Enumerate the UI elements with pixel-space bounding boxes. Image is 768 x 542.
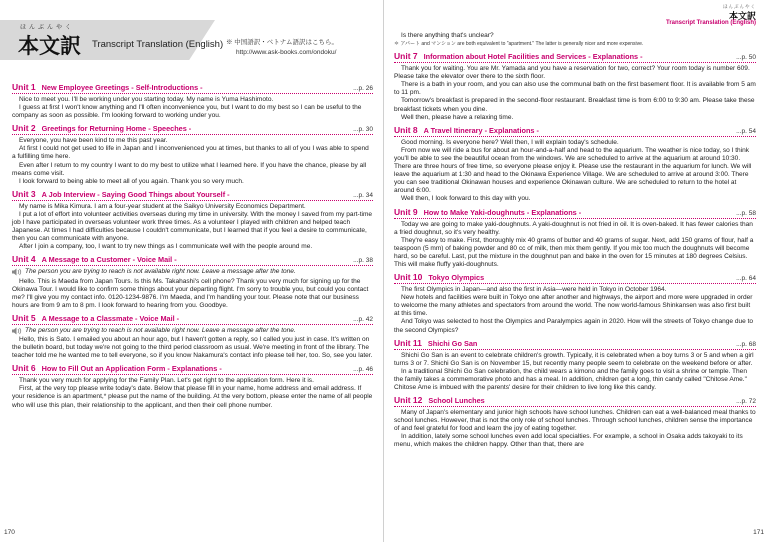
paragraph: First, at the very top please write today's date. Below that please fill in your name, home address and email address. If your residence is an apartment,* please put the name of the building. At the very bottom, please enter the name of all people who will use this plan, their relationship to the applicant, and then their cell phone number. (12, 385, 373, 409)
unit-page-ref: ...p. 42 (353, 315, 373, 323)
paragraph: Thank you for waiting. You are Mr. Yamada and you have a reservation for two, correct? Your room today is number 609. Please take the elevator over there to the sixth floor. (394, 65, 750, 81)
unit-page-ref: ...p. 46 (353, 366, 373, 374)
unit-section (394, 272, 756, 335)
unit-title: How to Make Yaki-doughnuts - Explanations - (423, 207, 582, 217)
left-units (12, 74, 373, 410)
unit-title: A Message to a Classmate - Voice Mail - (41, 313, 180, 323)
unit-header (394, 272, 756, 284)
unit-header (394, 51, 756, 63)
unit-label: Unit 5 (12, 312, 36, 323)
voicemail-text: The person you are trying to reach is not available right now. Leave a message after the tone. (25, 326, 296, 334)
unit-title: A Message to a Customer - Voice Mail - (41, 255, 177, 265)
unit-label: Unit 8 (394, 124, 418, 135)
page-number: 170 (4, 529, 15, 536)
unit-title: Greetings for Returning Home - Speeches - (41, 124, 192, 134)
paragraph: After I join a company, too, I want to try new things as I communicate well with the people around me. (19, 243, 313, 251)
unit-section (394, 338, 756, 392)
unit-page-ref: ...p. 26 (353, 85, 373, 92)
translation-url[interactable]: http://www.ask-books.com/ondoku/ (236, 49, 337, 56)
voicemail-text: The person you are trying to reach is not available right now. Leave a message after the tone. (25, 268, 296, 276)
unit-title: Shichi Go San (427, 338, 478, 348)
unit-section (12, 313, 373, 360)
unit-page-ref: ...p. 54 (736, 127, 756, 135)
unit-label: Unit 6 (12, 363, 36, 374)
unit-title: Information about Hotel Facilities and Services - Explanations - (423, 52, 643, 62)
unit-section (12, 82, 373, 120)
page-subtitle: Transcript Translation (English) (92, 39, 224, 50)
unit-label: Unit 10 (394, 272, 423, 283)
paragraph: Shichi Go San is an event to celebrate children's growth. Typically, it is celebrated when a boy turns 3 or 5 and when a girl turns 3 or 7. Shichi Go San is on November 15, but recently many people seem to celebrate on the weekend before or after. (394, 351, 754, 367)
header-note (226, 38, 338, 58)
paragraph: Thank you very much for applying for the Family Plan. Let's get right to the application form. Here it is. (19, 377, 314, 385)
paragraph: Well then, I look forward to this day with you. (401, 195, 531, 203)
paragraph: Today we are going to make yaki-doughnuts. A yaki-doughnut is not fried in oil. It is oven-baked. It has fewer calories than a fried doughnut, so it's very healthy. (394, 220, 753, 236)
page-header (12, 0, 373, 74)
unit-page-ref: ...p. 68 (736, 340, 756, 348)
unit-title: New Employee Greetings - Self-Introductions - (41, 83, 203, 92)
right-units (394, 51, 756, 449)
right-body (394, 32, 756, 450)
header-ruby-right: ほんぶんやく (723, 4, 756, 9)
unit-header (394, 125, 756, 137)
unit-header (394, 395, 756, 407)
unit-section (394, 125, 756, 204)
paragraph: I guess at first I won't know anything and I'll often inconvenience you, but I want to do my best so I can be useful to the company as soon as possible. I'm looking forward to working under you. (12, 104, 362, 120)
paragraph: Even after I return to my country I want to do my best to utilize what I learned here. If you have the chance, please by all means come visit. (12, 161, 367, 177)
unit-section (394, 51, 756, 122)
paragraph: Many of Japan's elementary and junior high schools have school lunches. Children can eat a well-balanced meal thanks to school lunches. However, that is not the only role of school lunches. Through school lunches, children sense the importance of and feel grateful for food and learn the joy of eating together. (394, 409, 756, 433)
unit-label: Unit 12 (394, 395, 423, 406)
unit-page-ref: ...p. 64 (736, 275, 756, 283)
voicemail-prompt (12, 327, 373, 335)
paragraph: In a traditional Shichi Go San celebration, the child wears a kimono and the family goes to visit a shrine or temple. Then the family takes a commemorative photo and has a meal. In addition, children get a long, thin candy called "Chitose Ame." Chitose Ame is imbued with the parents' desire for their children to live long like this candy. (394, 367, 747, 391)
page-title-right: 本文訳 (728, 11, 756, 21)
paragraph: I look forward to being able to meet all of you again. Thank you so very much. (19, 177, 244, 185)
unit-section (12, 123, 373, 186)
unit-header (394, 338, 756, 350)
unit-header (12, 363, 373, 375)
paragraph: Hello, this is Sato. I emailed you about an hour ago, but I haven't gotten a reply, so I called you just in case. It's written on the bulletin board, but today we're not going to the third period classroom as usual. We're meeting in front of the library. The teacher told me he wanted me to tell everyone, so if you know Nakamura's contact info please tell her, too. So, see you later. (12, 335, 373, 360)
paragraph: New hotels and facilities were built in Tokyo one after another and highways, the airport and more were upgraded in order to welcome the many athletes and spectators from around the world. The now world-famous Shinkansen was also first built at this time. (394, 294, 753, 318)
unit-page-ref: ...p. 50 (736, 54, 756, 62)
unit-section (12, 189, 373, 252)
page-title: 本文訳 (18, 34, 81, 58)
unit-label: Unit 3 (12, 188, 36, 199)
paragraph: Everyone, you have been kind to me this past year. (19, 137, 168, 145)
paragraph: The first Olympics in Japan—and also the first in Asia—were held in Tokyo in October 1964. (401, 286, 667, 294)
unit-label: Unit 2 (12, 123, 36, 134)
paragraph: Nice to meet you. I'll be working under you starting today. My name is Yuma Hashimoto. (19, 96, 274, 103)
paragraph: Well then, please have a relaxing time. (401, 113, 514, 121)
page-number-right: 171 (753, 529, 764, 536)
paragraph: Good morning. Is everyone here? Well then, I will explain today's schedule. (401, 138, 619, 146)
unit-header (12, 254, 373, 266)
unit-label: Unit 9 (394, 206, 418, 217)
page-header-right (394, 0, 756, 32)
paragraph: They're easy to make. First, thoroughly mix 40 grams of butter and 40 grams of sugar. Next, add 150 grams of flour, half a teaspoon (5 mm) of baking powder and 80 cc of milk, then mix them gently. If you mix too much the doughnuts will become hard, so be careful. Last, put the mixture in the doughnut pan and bake in the oven for 15 minutes at 180 degrees Celsius. This will make fluffy yaki-doughnuts. (394, 236, 754, 268)
paragraph: I put a lot of effort into volunteer activities overseas during my time in university. With the money I saved from my part-time job I have participated in overseas volunteer work three times. As a volunteer I played with children and helped teach Japanese. At times I had difficulties because I couldn't communicate, but I learned that if you feel a desire to communicate, then you can communicate with anyone. (12, 210, 373, 243)
paragraph: From now we will ride a bus for about an hour-and-a-half and head to the aquarium. The weather is nice today, so I think you'll be able to see the beautiful ocean from the windows. We are scheduled to arrive at the aquarium at around 10:30. There are three hours of free time, so everyone please enjoy it. Please use the restaurant in the aquarium for lunch. We will leave the aquarium at 1:30 and head to the Okinawa Experience Village. We are scheduled to arrive at around 3:00. There you can see traditional Okinawan houses and experience Okinawan culture. We are scheduled to return to the hotel at around 6:00. (394, 146, 752, 195)
voicemail-prompt (12, 268, 373, 276)
unit-page-ref: ...p. 30 (353, 126, 373, 134)
unit-page-ref: ...p. 38 (353, 257, 373, 265)
unit-header (12, 189, 373, 201)
unit-page-ref: ...p. 72 (736, 398, 756, 406)
page-subtitle-right: Transcript Translation (English) (665, 20, 756, 26)
paragraph: Tomorrow's breakfast is prepared in the second-floor restaurant. Breakfast time is from 6:00 to 9:30 am. Please take these breakfast tickets when you dine. (394, 97, 755, 113)
unit-page-ref: ...p. 58 (736, 209, 756, 217)
unit-header (12, 123, 373, 135)
paragraph: My name is Mika Kimura. I am a four-year student at the Saikyo University Economics Department. (19, 202, 306, 210)
unit-title: A Travel Itinerary - Explanations - (423, 125, 539, 135)
unit-header (12, 82, 373, 94)
paragraph: At first I could not get used to life in Japan and I inconvenienced you at times, but thanks to all of you I was able to spend a fulfilling time here. (12, 145, 369, 161)
continued-text: Is there anything that's unclear? (401, 32, 494, 39)
footnote: ＊ アパート and マンション are both equivalent to "apartment." The latter is generally nicer and more expensive. (394, 41, 644, 48)
unit-section (394, 207, 756, 270)
unit-header (12, 313, 373, 325)
speaker-icon (12, 268, 22, 276)
unit-title: A Job Interview - Saying Good Things about Yourself - (41, 189, 230, 199)
unit-title: Tokyo Olympics (428, 273, 485, 283)
unit-title: School Lunches (428, 396, 485, 406)
unit-header (394, 207, 756, 219)
unit-label: Unit 1 (12, 82, 36, 92)
unit-page-ref: ...p. 34 (353, 191, 373, 199)
paragraph: And Tokyo was selected to host the Olympics and Paralympics again in 2020. How will the streets of Tokyo change due to the second Olympics? (394, 318, 754, 334)
unit-title: How to Fill Out an Application Form - Explanations - (41, 364, 222, 374)
header-ruby: ほんぶんやく (20, 25, 75, 31)
unit-section (12, 363, 373, 409)
paragraph: There is a bath in your room, and you can also use the communal bath on the first basement floor. It is available from 5 am to 11 pm. (394, 81, 756, 97)
speaker-icon (12, 327, 22, 335)
unit-section (394, 395, 756, 449)
unit-section (12, 254, 373, 309)
right-page (384, 0, 768, 542)
translation-note: ※ 中国語訳・ベトナム語訳はこちら。 (226, 39, 338, 46)
unit-label: Unit 7 (394, 51, 418, 62)
paragraph: In addition, lately some school lunches even add local specialties. For example, a school in Osaka adds takoyaki to its menu, which makes the children happy. Other than that, there are (394, 433, 743, 449)
paragraph: Hello. This is Maeda from Japan Tours. Is this Ms. Takahashi's cell phone? Thank you very much for signing up for the Okinawa Tour. I would like to confirm some things about your departing flight. I'm sorry to trouble you, but could you contact me? I'll give you my contact info. 0120-1234-9876. I'm Maeda, and I'm handling your tour. Please note that our business hours are from 9 am to 8 pm. I look forward to hearing from you. Goodbye. (12, 277, 369, 309)
unit-label: Unit 4 (12, 254, 36, 265)
unit-label: Unit 11 (394, 337, 422, 348)
